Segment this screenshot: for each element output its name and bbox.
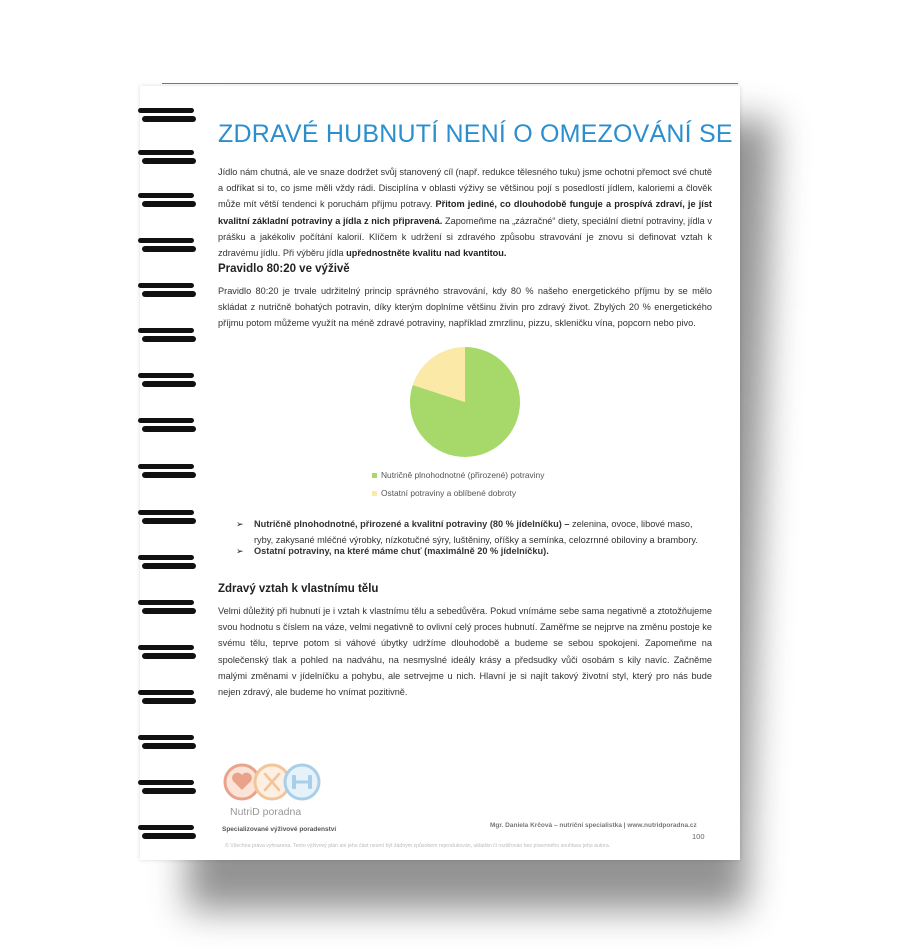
legend-label: Ostatní potraviny a oblíbené dobroty <box>381 488 517 498</box>
rule-paragraph: Pravidlo 80:20 je trvale udržitelný princip správného stravování, kdy 80 % našeho energetického příjmu by se mělo skládat z nutričně bohatých potravin, díky kterým doplníme většinu živin pro zdravý život. Zbylých 20 % energetického příjmu potom můžeme využít na méně zdravé potraviny, například zmrzlinu, pizzu, skleničku vína, popcorn nebo pivo. <box>218 286 712 329</box>
spiral-ring <box>138 193 198 209</box>
spiral-ring <box>138 238 198 254</box>
page-top-edge <box>162 83 738 84</box>
spiral-ring <box>138 510 198 526</box>
spiral-ring <box>138 600 198 616</box>
legend-item <box>372 488 516 498</box>
spiral-ring <box>138 825 198 841</box>
heading-body-relationship: Zdravý vztah k vlastnímu tělu <box>218 583 379 595</box>
legend-item <box>372 470 544 480</box>
legend-swatch <box>372 473 377 478</box>
arrow-bullet-icon: ➢ <box>236 519 244 529</box>
spiral-ring <box>138 735 198 751</box>
spiral-ring <box>138 780 198 796</box>
logo-name: NutriD poradna <box>230 806 302 818</box>
spiral-ring <box>138 328 198 344</box>
spiral-ring <box>138 373 198 389</box>
legend-swatch <box>372 491 377 496</box>
spiral-ring <box>138 464 198 480</box>
page-number: 100 <box>692 832 705 841</box>
intro-run-2: Zapomeňme na „zázračné“ diety, speciální dietní potraviny, jídla v prášku a jakékoliv počítání kalorií. Klíčem k udržení si zdravého způsobu stravování je znovu si definovat vztah k zdravému jídlu. Při výběru jídla <box>218 215 712 259</box>
spiral-ring <box>138 150 198 166</box>
spiral-ring <box>138 645 198 661</box>
intro-run-0: Jídlo nám chutná, ale ve snaze dodržet svůj stanovený cíl (např. redukce tělesného tuku) jsme ochotni přemoct své chutě a odříkat si to, co jsme měli vždy rádi. Disciplína v oblasti výživy se většinou pojí s posedlostí jídlem, kaloriemi a člověk může mít větší tendenci k poruchám příjmu potravy. <box>218 167 712 210</box>
spiral-ring <box>138 555 198 571</box>
nutrid-logo <box>222 760 322 804</box>
pie-chart <box>405 342 525 462</box>
intro-run-3: upřednostněte kvalitu nad kvantitou. <box>346 248 507 259</box>
spiral-ring <box>138 283 198 299</box>
copyright-notice: © Všechna práva vyhrazena. Tento výživový plán ani jeho část nesmí být žádným způsobem reprodukován, ukládán či rozšiřován bez písemného souhlasu jeho autora. <box>225 843 611 849</box>
bullet-item: ➢ Nutričně plnohodnotné, přirozené a kvalitní potraviny (80 % jídelníčku) – zelenina, ovoce, libové maso, ryby, zakysané mléčné výrobky, nízkotučné sýry, luštěniny, oříšky a semínka, celozrnné obiloviny a brambory. <box>236 516 712 548</box>
footer-author: Mgr. Daniela Krčová – nutriční specialistka | www.nutridporadna.cz <box>490 822 697 829</box>
spiral-ring <box>138 108 198 124</box>
bullet-item: ➢ Ostatní potraviny, na které máme chuť (maximálně 20 % jídelníčku). <box>236 543 712 559</box>
body-paragraph: Velmi důležitý při hubnutí je i vztah k vlastnímu tělu a sebedůvěra. Pokud vnímáme sebe sama negativně a ztotožňujeme svou hodnotu s číslem na váze, velmi negativně to ovlivní celý proces hubnutí. Zaměřme se nejprve na změnu postoje ke svému tělu, teprve potom si váhové úbytky udržíme dlouhodobě a budeme se sebou spokojeni. Zapomeňme na společenský tlak a pohled na nadváhu, na nesmyslné ideály krásy a předsudky vůči osobám s kily navíc. Začněme malými změnami v jídelníčku a pohybu, ale setrvejme u nich. Hlavní je si najít takový životní styl, který pro nás bude nejen zdravý, ale budeme ho vnímat pozitivně. <box>218 606 712 698</box>
spiral-ring <box>138 418 198 434</box>
spiral-ring <box>138 690 198 706</box>
logo-subtitle: Specializované výživové poradenství <box>222 826 337 833</box>
arrow-bullet-icon: ➢ <box>236 546 244 556</box>
heading-rule-80-20: Pravidlo 80:20 ve výživě <box>218 263 350 275</box>
legend-label: Nutričně plnohodnotné (přirozené) potraviny <box>381 470 545 480</box>
intro-paragraph <box>218 164 712 261</box>
intro-run-1: Přitom jediné, co dlouhodobě funguje a prospívá zdraví, je jíst kvalitní základní potraviny a jídla z nich připravená. <box>218 199 712 226</box>
page-title: ZDRAVÉ HUBNUTÍ NENÍ O OMEZOVÁNÍ SE <box>218 120 733 148</box>
